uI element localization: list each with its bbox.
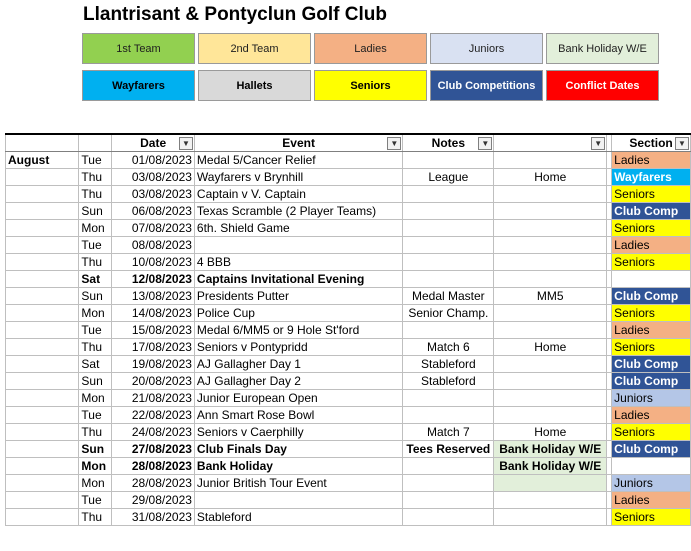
notes-cell[interactable]: Medal Master: [403, 288, 494, 305]
notes-cell[interactable]: [403, 152, 494, 169]
event-cell[interactable]: Police Cup: [194, 305, 402, 322]
event-cell[interactable]: Club Finals Day: [194, 441, 402, 458]
date-cell[interactable]: 03/08/2023: [112, 169, 195, 186]
fixture-row: [6, 458, 691, 475]
event-cell[interactable]: Stableford: [194, 509, 402, 526]
day-cell[interactable]: Tue: [79, 152, 112, 169]
month-cell[interactable]: [6, 186, 79, 203]
event-cell[interactable]: AJ Gallagher Day 1: [194, 356, 402, 373]
legend-hallets-button[interactable]: Hallets: [198, 70, 311, 101]
day-cell[interactable]: Mon: [79, 305, 112, 322]
section-cell[interactable]: Ladies: [612, 492, 691, 509]
legend-club-competitions-button[interactable]: Club Competitions: [430, 70, 543, 101]
fixture-row: [6, 288, 691, 305]
month-cell[interactable]: [6, 373, 79, 390]
extra-cell[interactable]: Bank Holiday W/E: [494, 458, 607, 475]
notes-cell[interactable]: [403, 220, 494, 237]
event-cell[interactable]: Bank Holiday: [194, 458, 402, 475]
section-cell[interactable]: Club Comp: [612, 441, 691, 458]
date-cell[interactable]: 14/08/2023: [112, 305, 195, 322]
date-cell[interactable]: 07/08/2023: [112, 220, 195, 237]
fixture-row: [6, 237, 691, 254]
day-header: [79, 134, 112, 152]
day-cell[interactable]: Thu: [79, 339, 112, 356]
fixture-row: [6, 322, 691, 339]
extra-cell[interactable]: Home: [494, 169, 607, 186]
event-header-label: Event: [282, 136, 315, 150]
event-header: [194, 134, 402, 152]
date-cell[interactable]: 13/08/2023: [112, 288, 195, 305]
event-cell[interactable]: [194, 492, 402, 509]
day-cell[interactable]: Thu: [79, 424, 112, 441]
date-cell[interactable]: 28/08/2023: [112, 475, 195, 492]
notes-cell[interactable]: Tees Reserved: [403, 441, 494, 458]
event-cell[interactable]: Seniors v Pontypridd: [194, 339, 402, 356]
club-title: Llantrisant & Pontyclun Golf Club: [83, 4, 387, 25]
day-cell[interactable]: Sun: [79, 373, 112, 390]
month-cell[interactable]: [6, 203, 79, 220]
event-cell[interactable]: Wayfarers v Brynhill: [194, 169, 402, 186]
notes-cell[interactable]: [403, 186, 494, 203]
month-cell[interactable]: [6, 509, 79, 526]
fixture-row: [6, 220, 691, 237]
extra-cell[interactable]: [494, 492, 607, 509]
day-cell[interactable]: Tue: [79, 322, 112, 339]
date-cell[interactable]: 29/08/2023: [112, 492, 195, 509]
fixture-row: [6, 271, 691, 288]
extra-cell[interactable]: [494, 305, 607, 322]
date-cell[interactable]: 24/08/2023: [112, 424, 195, 441]
extra-cell[interactable]: [494, 322, 607, 339]
day-cell[interactable]: Mon: [79, 220, 112, 237]
month-cell[interactable]: [6, 237, 79, 254]
notes-cell[interactable]: Match 6: [403, 339, 494, 356]
notes-cell[interactable]: [403, 237, 494, 254]
notes-cell[interactable]: [403, 254, 494, 271]
fixture-row: [6, 169, 691, 186]
date-cell[interactable]: 21/08/2023: [112, 390, 195, 407]
event-cell[interactable]: 4 BBB: [194, 254, 402, 271]
fixtures-table: [5, 133, 691, 526]
fixture-row: [6, 390, 691, 407]
section-cell[interactable]: Club Comp: [612, 288, 691, 305]
day-cell[interactable]: Thu: [79, 254, 112, 271]
day-cell[interactable]: Mon: [79, 475, 112, 492]
month-cell[interactable]: [6, 288, 79, 305]
notes-cell[interactable]: Senior Champ.: [403, 305, 494, 322]
day-cell[interactable]: Mon: [79, 390, 112, 407]
notes-header: [403, 134, 494, 152]
month-cell[interactable]: [6, 492, 79, 509]
fixture-row: [6, 339, 691, 356]
extra-cell[interactable]: [494, 475, 607, 492]
notes-header-label: Notes: [431, 136, 466, 150]
fixture-row: [6, 492, 691, 509]
month-cell[interactable]: [6, 271, 79, 288]
section-cell[interactable]: Club Comp: [612, 203, 691, 220]
extra-cell[interactable]: [494, 186, 607, 203]
notes-cell[interactable]: [403, 322, 494, 339]
section-cell[interactable]: Ladies: [612, 237, 691, 254]
extra-filter-dropdown-icon[interactable]: ▼: [591, 137, 605, 150]
event-cell[interactable]: Junior British Tour Event: [194, 475, 402, 492]
fixture-row: [6, 356, 691, 373]
section-cell[interactable]: Seniors: [612, 509, 691, 526]
day-cell[interactable]: Sun: [79, 288, 112, 305]
month-cell[interactable]: [6, 339, 79, 356]
legend-ladies-button[interactable]: Ladies: [314, 33, 427, 64]
fixture-row: [6, 373, 691, 390]
date-cell[interactable]: 31/08/2023: [112, 509, 195, 526]
section-cell[interactable]: Ladies: [612, 322, 691, 339]
notes-cell[interactable]: [403, 509, 494, 526]
date-cell[interactable]: 17/08/2023: [112, 339, 195, 356]
event-filter-dropdown-icon[interactable]: ▼: [387, 137, 401, 150]
section-cell[interactable]: Juniors: [612, 390, 691, 407]
date-header: [112, 134, 195, 152]
month-cell[interactable]: [6, 305, 79, 322]
day-cell[interactable]: Thu: [79, 509, 112, 526]
legend-2nd-team-button[interactable]: 2nd Team: [198, 33, 311, 64]
day-cell[interactable]: Tue: [79, 407, 112, 424]
notes-cell[interactable]: Stableford: [403, 373, 494, 390]
fixture-row: [6, 254, 691, 271]
notes-cell[interactable]: [403, 407, 494, 424]
event-cell[interactable]: Medal 6/MM5 or 9 Hole St'ford: [194, 322, 402, 339]
section-header-label: Section: [629, 136, 673, 150]
notes-cell[interactable]: [403, 458, 494, 475]
section-cell[interactable]: Seniors: [612, 339, 691, 356]
fixture-row: [6, 186, 691, 203]
notes-cell[interactable]: [403, 203, 494, 220]
section-cell[interactable]: Seniors: [612, 305, 691, 322]
date-cell[interactable]: 03/08/2023: [112, 186, 195, 203]
extra-cell[interactable]: [494, 373, 607, 390]
day-cell[interactable]: Sun: [79, 441, 112, 458]
day-cell[interactable]: Sun: [79, 203, 112, 220]
date-cell[interactable]: 08/08/2023: [112, 237, 195, 254]
event-cell[interactable]: Texas Scramble (2 Player Teams): [194, 203, 402, 220]
section-cell[interactable]: Juniors: [612, 475, 691, 492]
month-cell[interactable]: [6, 441, 79, 458]
section-cell[interactable]: Wayfarers: [612, 169, 691, 186]
extra-cell[interactable]: MM5: [494, 288, 607, 305]
section-cell[interactable]: Seniors: [612, 220, 691, 237]
section-cell[interactable]: Ladies: [612, 152, 691, 169]
extra-cell[interactable]: Bank Holiday W/E: [494, 441, 607, 458]
section-cell[interactable]: Seniors: [612, 254, 691, 271]
extra-cell[interactable]: [494, 407, 607, 424]
extra-header: [494, 134, 607, 152]
day-cell[interactable]: Thu: [79, 186, 112, 203]
event-cell[interactable]: Ann Smart Rose Bowl: [194, 407, 402, 424]
date-cell[interactable]: 15/08/2023: [112, 322, 195, 339]
notes-cell[interactable]: [403, 271, 494, 288]
month-cell[interactable]: [6, 322, 79, 339]
date-cell[interactable]: 06/08/2023: [112, 203, 195, 220]
legend-1st-team-button[interactable]: 1st Team: [82, 33, 195, 64]
month-cell[interactable]: [6, 424, 79, 441]
event-cell[interactable]: 6th. Shield Game: [194, 220, 402, 237]
fixtures-sheet: [5, 133, 691, 526]
date-cell[interactable]: 01/08/2023: [112, 152, 195, 169]
day-cell[interactable]: Tue: [79, 237, 112, 254]
fixture-row: [6, 424, 691, 441]
fixture-row: [6, 152, 691, 169]
legend-wayfarers-button[interactable]: Wayfarers: [82, 70, 195, 101]
notes-cell[interactable]: Match 7: [403, 424, 494, 441]
legend-seniors-button[interactable]: Seniors: [314, 70, 427, 101]
month-cell[interactable]: [6, 169, 79, 186]
section-cell[interactable]: Seniors: [612, 424, 691, 441]
extra-cell[interactable]: [494, 356, 607, 373]
event-cell[interactable]: AJ Gallagher Day 2: [194, 373, 402, 390]
date-cell[interactable]: 28/08/2023: [112, 458, 195, 475]
section-header: [612, 134, 691, 152]
event-cell[interactable]: Junior European Open: [194, 390, 402, 407]
date-cell[interactable]: 27/08/2023: [112, 441, 195, 458]
fixture-row: [6, 305, 691, 322]
section-cell[interactable]: [612, 271, 691, 288]
day-cell[interactable]: Tue: [79, 492, 112, 509]
legend-conflict-dates-button[interactable]: Conflict Dates: [546, 70, 659, 101]
fixture-row: [6, 407, 691, 424]
extra-cell[interactable]: [494, 390, 607, 407]
extra-cell[interactable]: [494, 220, 607, 237]
legend-juniors-button[interactable]: Juniors: [430, 33, 543, 64]
date-cell[interactable]: 19/08/2023: [112, 356, 195, 373]
month-cell[interactable]: [6, 407, 79, 424]
month-cell[interactable]: [6, 475, 79, 492]
month-cell[interactable]: [6, 220, 79, 237]
extra-cell[interactable]: Home: [494, 339, 607, 356]
section-cell[interactable]: [612, 458, 691, 475]
legend-bank-holiday-w-e-button[interactable]: Bank Holiday W/E: [546, 33, 659, 64]
day-cell[interactable]: Mon: [79, 458, 112, 475]
day-cell[interactable]: Sat: [79, 356, 112, 373]
section-cell[interactable]: Seniors: [612, 186, 691, 203]
month-cell[interactable]: August: [6, 152, 79, 169]
extra-cell[interactable]: [494, 152, 607, 169]
notes-filter-dropdown-icon[interactable]: ▼: [478, 137, 492, 150]
day-cell[interactable]: Sat: [79, 271, 112, 288]
extra-cell[interactable]: [494, 271, 607, 288]
date-filter-dropdown-icon[interactable]: ▼: [179, 137, 193, 150]
event-cell[interactable]: Medal 5/Cancer Relief: [194, 152, 402, 169]
extra-cell[interactable]: [494, 509, 607, 526]
header-row: [6, 134, 691, 152]
extra-cell[interactable]: Home: [494, 424, 607, 441]
notes-cell[interactable]: League: [403, 169, 494, 186]
notes-cell[interactable]: [403, 475, 494, 492]
notes-cell[interactable]: [403, 492, 494, 509]
extra-cell[interactable]: [494, 254, 607, 271]
notes-cell[interactable]: Stableford: [403, 356, 494, 373]
fixture-row: [6, 475, 691, 492]
notes-cell[interactable]: [403, 390, 494, 407]
month-header: [6, 134, 79, 152]
event-cell[interactable]: Seniors v Caerphilly: [194, 424, 402, 441]
section-cell[interactable]: Club Comp: [612, 373, 691, 390]
date-cell[interactable]: 12/08/2023: [112, 271, 195, 288]
event-cell[interactable]: Captain v V. Captain: [194, 186, 402, 203]
event-cell[interactable]: Presidents Putter: [194, 288, 402, 305]
day-cell[interactable]: Thu: [79, 169, 112, 186]
fixture-row: [6, 203, 691, 220]
event-cell[interactable]: [194, 237, 402, 254]
date-cell[interactable]: 20/08/2023: [112, 373, 195, 390]
date-header-label: Date: [140, 136, 167, 150]
month-cell[interactable]: [6, 254, 79, 271]
fixture-row: [6, 441, 691, 458]
section-cell[interactable]: Ladies: [612, 407, 691, 424]
date-cell[interactable]: 10/08/2023: [112, 254, 195, 271]
event-cell[interactable]: Captains Invitational Evening: [194, 271, 402, 288]
month-cell[interactable]: [6, 390, 79, 407]
month-cell[interactable]: [6, 356, 79, 373]
section-cell[interactable]: Club Comp: [612, 356, 691, 373]
extra-cell[interactable]: [494, 203, 607, 220]
month-cell[interactable]: [6, 458, 79, 475]
fixture-row: [6, 509, 691, 526]
extra-cell[interactable]: [494, 237, 607, 254]
date-cell[interactable]: 22/08/2023: [112, 407, 195, 424]
section-filter-dropdown-icon[interactable]: ▼: [675, 137, 689, 150]
